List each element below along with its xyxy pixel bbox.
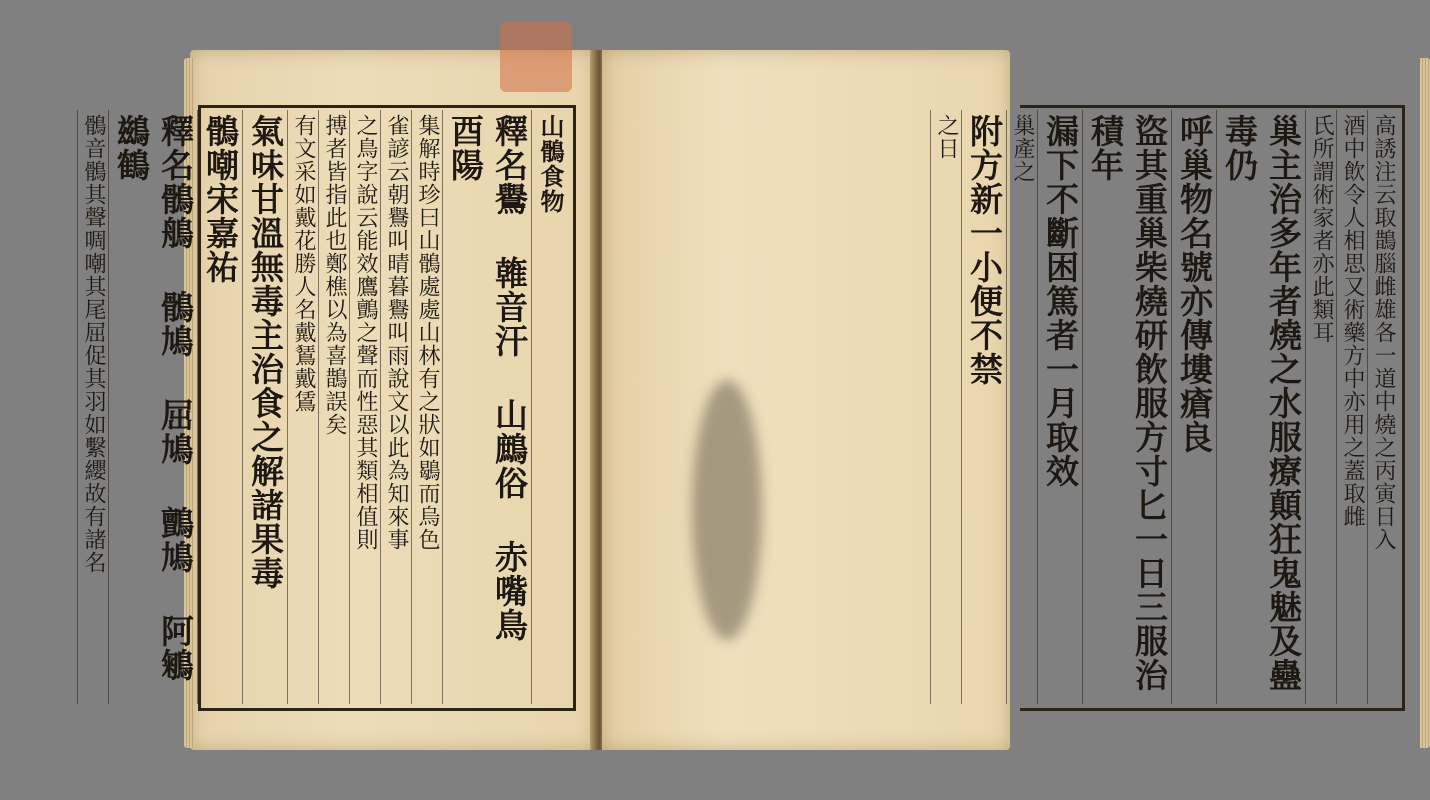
right-col-8: 附方新一小便不禁 xyxy=(961,110,1006,704)
left-page xyxy=(81,50,595,750)
right-col-2: 氏所謂術家者亦此類耳 xyxy=(1305,110,1336,704)
right-page-edges xyxy=(1420,58,1430,748)
left-col-6: 有文采如戴花勝人名戴鵟戴鵀 xyxy=(287,110,318,704)
right-col-3: 巢主治多年者燒之水服療顛狂鬼魅及蠱毒仍 xyxy=(1216,110,1305,704)
left-col-2: 集解時珍曰山鶻處處山林有之狀如鶡而烏色 xyxy=(411,110,442,704)
right-page xyxy=(602,50,1396,750)
ink-show-through xyxy=(692,380,762,640)
right-col-7: 巢產之 xyxy=(1006,110,1037,704)
library-seal-stamp xyxy=(500,22,572,92)
right-col-1: 酒中飲令人相思又術藥方中亦用之蓋取雌 xyxy=(1336,110,1367,704)
left-col-5: 搏者皆指此也鄭樵以為喜鵲誤矣 xyxy=(318,110,349,704)
left-page-columns xyxy=(81,110,568,700)
right-col-0: 高誘注云取鵲腦雌雄各一道中燒之丙寅日入 xyxy=(1367,110,1398,704)
left-col-3: 雀諺云朝鸒叫晴暮鸒叫雨說文以此為知來事 xyxy=(380,110,411,704)
right-col-6: 漏下不斷困篤者一月取效 xyxy=(1037,110,1082,704)
left-col-7: 氣味甘溫無毒主治食之解諸果毒 xyxy=(242,110,287,704)
left-col-1: 釋名鸒 雗音汗 山鷓俗 赤嘴鳥 酉陽 xyxy=(442,110,531,704)
left-col-4: 之鳥字說云能效鷹鸇之聲而性惡其類相值則 xyxy=(349,110,380,704)
open-book xyxy=(81,50,1396,750)
right-page-columns xyxy=(934,110,1398,700)
left-col-8: 鶻嘲宋嘉祐 xyxy=(197,110,242,704)
right-col-9: 之日 xyxy=(930,110,961,704)
right-col-5: 盜其重巢柴燒研飲服方寸匕一日三服治積年 xyxy=(1082,110,1171,704)
left-col-9: 釋名鶻鵃 鶻鳩 屈鳩 鸇鳩 阿鵴 鷀鶴 xyxy=(108,110,197,704)
right-col-4: 呼巢物名號亦傳塿瘡良 xyxy=(1171,110,1216,704)
left-col-10: 鶻音鶻其聲啁嘲其尾屈促其羽如繫纓故有諸名 xyxy=(77,110,108,704)
left-col-0: 山鶻食物 xyxy=(531,110,568,704)
